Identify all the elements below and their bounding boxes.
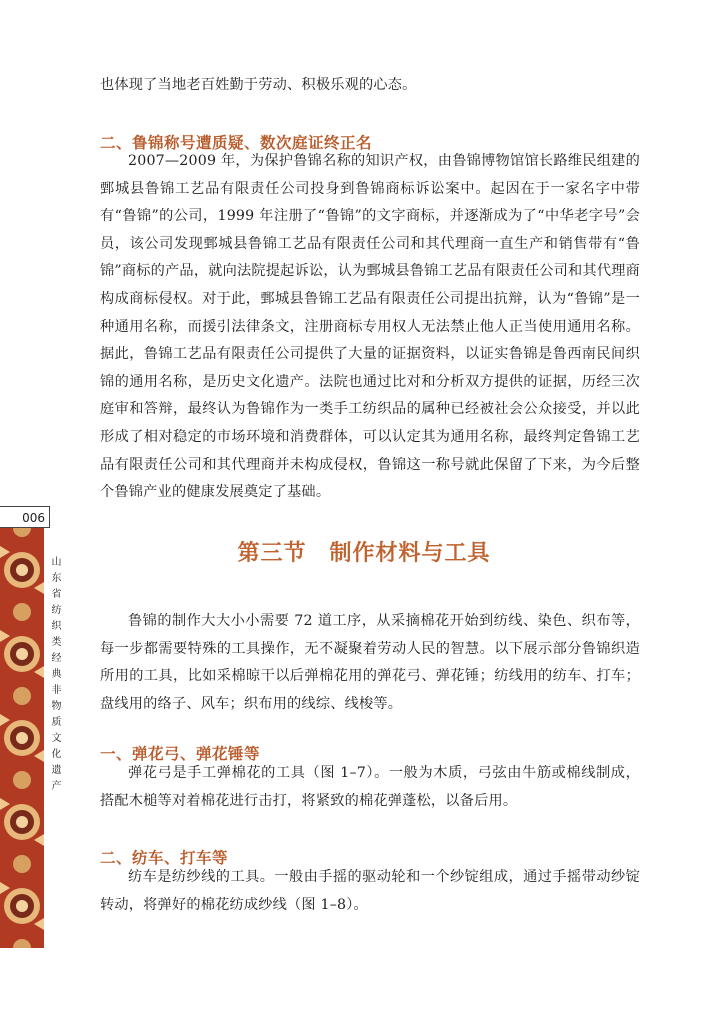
sidebar-label: 山东省纺织类经典非物质文化遗产 [49, 556, 60, 796]
section-heading-trademark: 二、鲁锦称号遭质疑、数次庭证终正名 [100, 134, 373, 152]
section-title: 第三节 制作材料与工具 [237, 541, 491, 566]
top-paragraph: 也体现了当地老百姓勤于劳动、积极乐观的心态。 [100, 77, 417, 93]
intro-paragraph: 鲁锦的制作大大小小需要 72 道工序，从采摘棉花开始到纺线、染色、织布等，每一步都需要特殊的工具操作，无不凝聚着劳动人民的智慧。以下展示部分鲁锦织造所用的工具，比如采棉晾干以后弹棉花用的弹花弓、弹花锤；纺线用的纺车、打车；盘线用的络子、风车；织布用的线综、线梭等。 [100, 613, 640, 712]
subheading-cotton-bow: 一、弹花弓、弹花锤等 [100, 745, 261, 763]
spinning-wheel-paragraph: 纺车是纺纱线的工具。一般由手摇的驱动轮和一个纱锭组成，通过手摇带动纱锭转动，将弹好的棉花纺成纱线（图 1–8）。 [100, 869, 640, 913]
subheading-spinning-wheel: 二、纺车、打车等 [100, 849, 229, 867]
trademark-paragraph: 2007—2009 年，为保护鲁锦名称的知识产权，由鲁锦博物馆馆长路维民组建的鄄城县鲁锦工艺品有限责任公司投身到鲁锦商标诉讼案中。起因在于一家名字中带有“鲁锦”的公司，1999 年注册了“鲁锦”的文字商标，并逐渐成为了“中华老字号”会员，该公司发现鄄城县鲁锦工艺品有限责任公司和其代理商一直生产和销售带有“鲁锦”商标的产品，就向法院提起诉讼，认为鄄城县鲁锦工艺品有限责任公司和其代理商构成商标侵权。对于此，鄄城县鲁锦工艺品有限责任公司提出抗辩，认为“鲁锦”是一种通用名称，而援引法律条文，注册商标专用权人无法禁止他人正当使用通用名称。据此，鲁锦工艺品有限责任公司提供了大量的证据资料，以证实鲁锦是鲁西南民间织锦的通用名称，是历史文化遗产。法院也通过比对和分析双方提供的证据，历经三次庭审和答辩，最终认为鲁锦作为一类手工纺织品的属种已经被社会公众接受，并以此形成了相对稳定的市场环境和消费群体，可以认定其为通用名称，最终判定鲁锦工艺品有限责任公司和其代理商并未构成侵权，鲁锦这一称号就此保留了下来，为今后整个鲁锦产业的健康发展奠定了基础。 [100, 153, 640, 501]
decorative-sidebar [0, 528, 44, 948]
page-number: 006 [0, 506, 50, 528]
brocade-pattern-icon [0, 528, 44, 948]
cotton-bow-paragraph: 弹花弓是手工弹棉花的工具（图 1–7）。一般为木质，弓弦由牛筋或棉线制成，搭配木槌等对着棉花进行击打，将紧致的棉花弹蓬松，以备后用。 [100, 765, 640, 809]
